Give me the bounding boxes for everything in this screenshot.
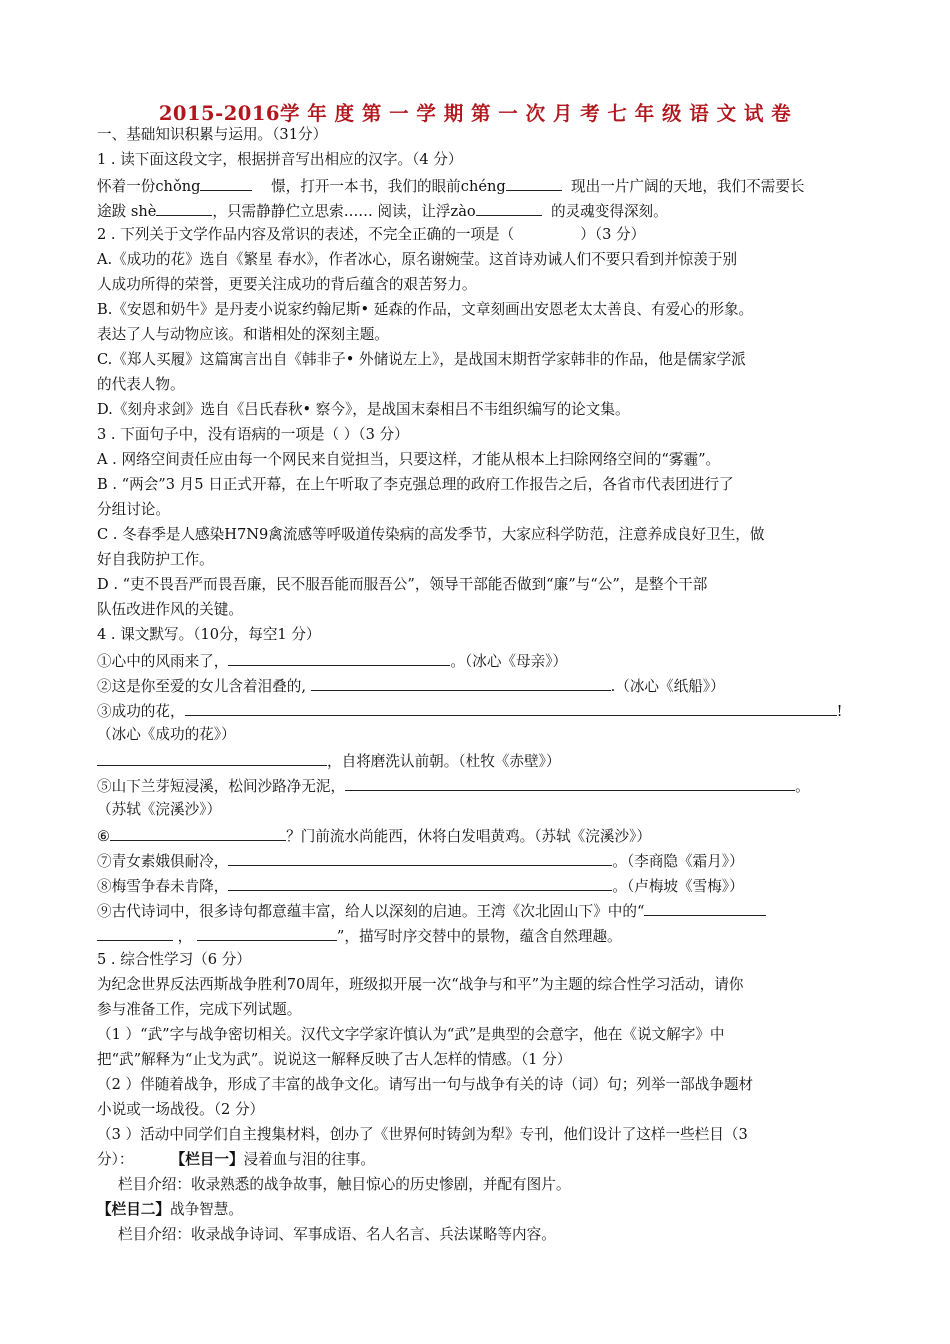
column-2-intro: 栏目介绍：收录战争诗词、军事成语、名人名言、兵法谋略等内容。 [118,1226,556,1243]
answer-blank[interactable] [228,651,450,666]
answer-blank[interactable] [311,676,611,691]
answer-blank[interactable] [476,201,542,216]
text: ⑨古代诗词中，很多诗句都意蕴丰富，给人以深刻的启迪。王湾《次北固山下》中的“ [97,903,645,920]
text: 的灵魂变得深刻。 [550,203,668,220]
option-b-cont: 分组讨论。 [97,501,170,518]
answer-blank[interactable] [228,876,612,891]
text: 现出一片广阔的天地，我们不需要长 [571,178,805,195]
answer-blank[interactable] [156,201,212,216]
option-a: A . 网络空间责任应由每一个网民来自觉担当，只要这样，才能从根本上扫除网络空间的“雾霾”。 [97,451,721,468]
text: ， [177,928,193,945]
question-1-line-2 [97,201,668,221]
option-c: C.《郑人买履》这篇寓言出自《韩非子• 外储说左上》，是战国末期哲学家韩非的作品，他是儒家学派 [97,351,746,368]
text: ，只需静静伫立思索…… 阅读，让浮zào [212,203,476,220]
recite-item-1 [97,651,567,671]
text: ，自将磨洗认前朝。（杜牧《赤壁》） [327,753,561,770]
option-d: D.《刻舟求剑》选自《吕氏春秋• 察今》，是战国末秦相吕不韦组织编写的论文集。 [97,401,630,418]
text: 途跋 shè [97,203,157,220]
text: ③成功的花， [97,703,185,720]
recite-item-7 [97,851,744,871]
text: ⑤山下兰芽短浸溪，松间沙路净无泥， [97,778,346,795]
recite-item-3-source: （冰心《成功的花》） [97,726,236,743]
column-1-tag: 【栏目一】 [170,1151,244,1168]
question-4-stem: 4 . 课文默写。（10分，每空1 分） [97,626,321,643]
option-a: A.《成功的花》选自《繁星 春水》，作者冰心，原名谢婉莹。这首诗劝诫人们不要只看到并惊羡于别 [97,251,738,268]
question-5-intro: 为纪念世界反法西斯战争胜利70周年，班级拟开展一次“战争与和平”为主题的综合性学习活动，请你 [97,976,744,993]
text: 怀着一份chǒng [97,178,201,195]
recite-item-5-source: （苏轼《浣溪沙》） [97,801,222,818]
option-d: D . “吏不畏吾严而畏吾廉，民不服吾能而服吾公”，领导干部能否做到“廉”与“公”，是整个干部 [97,576,708,593]
text: 。（李商隐《霜月》） [612,853,744,870]
answer-blank[interactable] [228,851,612,866]
recite-item-9-cont [97,926,622,946]
option-b: B.《安恩和奶牛》是丹麦小说家约翰尼斯• 延森的作品，文章刻画出安恩老太太善良、有爱心的形象。 [97,301,754,318]
answer-blank[interactable] [506,176,562,191]
text: ）（3 分） [580,226,646,243]
sub-question-1-cont: 把“武”解释为“止戈为武”。说说这一解释反映了古人怎样的情感。（1 分） [97,1051,572,1068]
recite-item-9 [97,901,766,921]
sub-question-2-cont: 小说或一场战役。（2 分） [97,1101,265,1118]
recite-item-8 [97,876,744,896]
section-heading: 一、基础知识积累与运用。（31分） [97,126,328,143]
text: 。（冰心《母亲》） [450,653,568,670]
column-1-name: 浸着血与泪的往事。 [243,1151,375,1168]
column-2-name: 战争智慧。 [169,1201,243,1218]
text: ⑧梅雪争春未肯降， [97,878,229,895]
option-d-cont: 队伍改进作风的关键。 [97,601,243,618]
text: 憬，打开一本书，我们的眼前chéng [271,178,506,195]
recite-item-5 [97,776,810,796]
question-1-line-1 [97,176,805,196]
answer-blank[interactable] [185,701,837,716]
text: ①心中的风雨来了， [97,653,229,670]
option-c-cont: 好自我防护工作。 [97,551,214,568]
text: .（冰心《纸船》） [610,678,725,695]
option-b-cont: 表达了人与动物应该。和谐相处的深刻主题。 [97,326,389,343]
answer-blank[interactable] [97,751,327,766]
question-5-stem: 5 . 综合性学习（6 分） [97,951,251,968]
text: 分）： [97,1151,134,1168]
sub-question-3-cont [97,1151,375,1169]
option-b: B . “两会”3 月5 日正式开幕，在上午听取了李克强总理的政府工作报告之后，各省市代表团进行了 [97,476,734,493]
answer-blank[interactable] [644,901,766,916]
sub-question-1: （1 ）“武”字与战争密切相关。汉代文字学家许慎认为“武”是典型的会意字，他在《说文解字》中 [97,1026,725,1043]
text: 2 . 下列关于文学作品内容及常识的表述，不完全正确的一项是（ [97,226,515,243]
option-c: C . 冬春季是人感染H7N9禽流感等呼吸道传染病的高发季节，大家应科学防范，注意养成良好卫生，做 [97,526,765,543]
column-2 [97,1201,243,1219]
sub-question-2: （2 ）伴随着战争，形成了丰富的战争文化。请写出一句与战争有关的诗（词）句；列举一部战争题材 [97,1076,754,1093]
text: ”，描写时序交替中的景物，蕴含自然理趣。 [336,928,622,945]
sub-question-3: （3 ）活动中同学们自主搜集材料，创办了《世界何时铸剑为犁》专刊，他们设计了这样一些栏目（3 [97,1126,748,1143]
recite-item-4 [97,751,561,771]
question-2-stem [97,226,645,244]
column-1-intro: 栏目介绍：收录熟悉的战争故事，触目惊心的历史惨剧，并配有图片。 [118,1176,571,1193]
text: ⑥ [97,828,111,845]
answer-blank[interactable] [345,776,795,791]
question-3-stem: 3 . 下面句子中，没有语病的一项是（ ）（3 分） [97,426,409,443]
recite-item-3 [97,701,842,721]
exam-title: 2015-2016学 年 度 第 一 学 期 第 一 次 月 考 七 年 级 语 文 试 卷 [158,102,792,125]
option-a-cont: 人成功所得的荣誉，更要关注成功的背后蕴含的艰苦努力。 [97,276,477,293]
text: ？门前流水尚能西，休将白发唱黄鸡。（苏轼《浣溪沙》） [286,828,651,845]
text: 。（卢梅坡《雪梅》） [612,878,744,895]
recite-item-6 [97,826,651,846]
answer-blank[interactable] [200,176,252,191]
option-c-cont: 的代表人物。 [97,376,185,393]
question-5-intro-cont: 参与准备工作，完成下列试题。 [97,1001,302,1018]
answer-blank[interactable] [197,926,337,941]
column-2-tag: 【栏目二】 [97,1201,170,1218]
text: ②这是你至爱的女儿含着泪叠的, [97,678,306,695]
text: ! [836,703,843,720]
text: ⑦青女素娥俱耐冷， [97,853,229,870]
answer-blank[interactable] [97,926,173,941]
question-1-stem: 1 . 读下面这段文字，根据拼音写出相应的汉字。（4 分） [97,151,463,168]
answer-blank[interactable] [110,826,286,841]
recite-item-2 [97,676,725,696]
text: 。 [795,778,810,795]
